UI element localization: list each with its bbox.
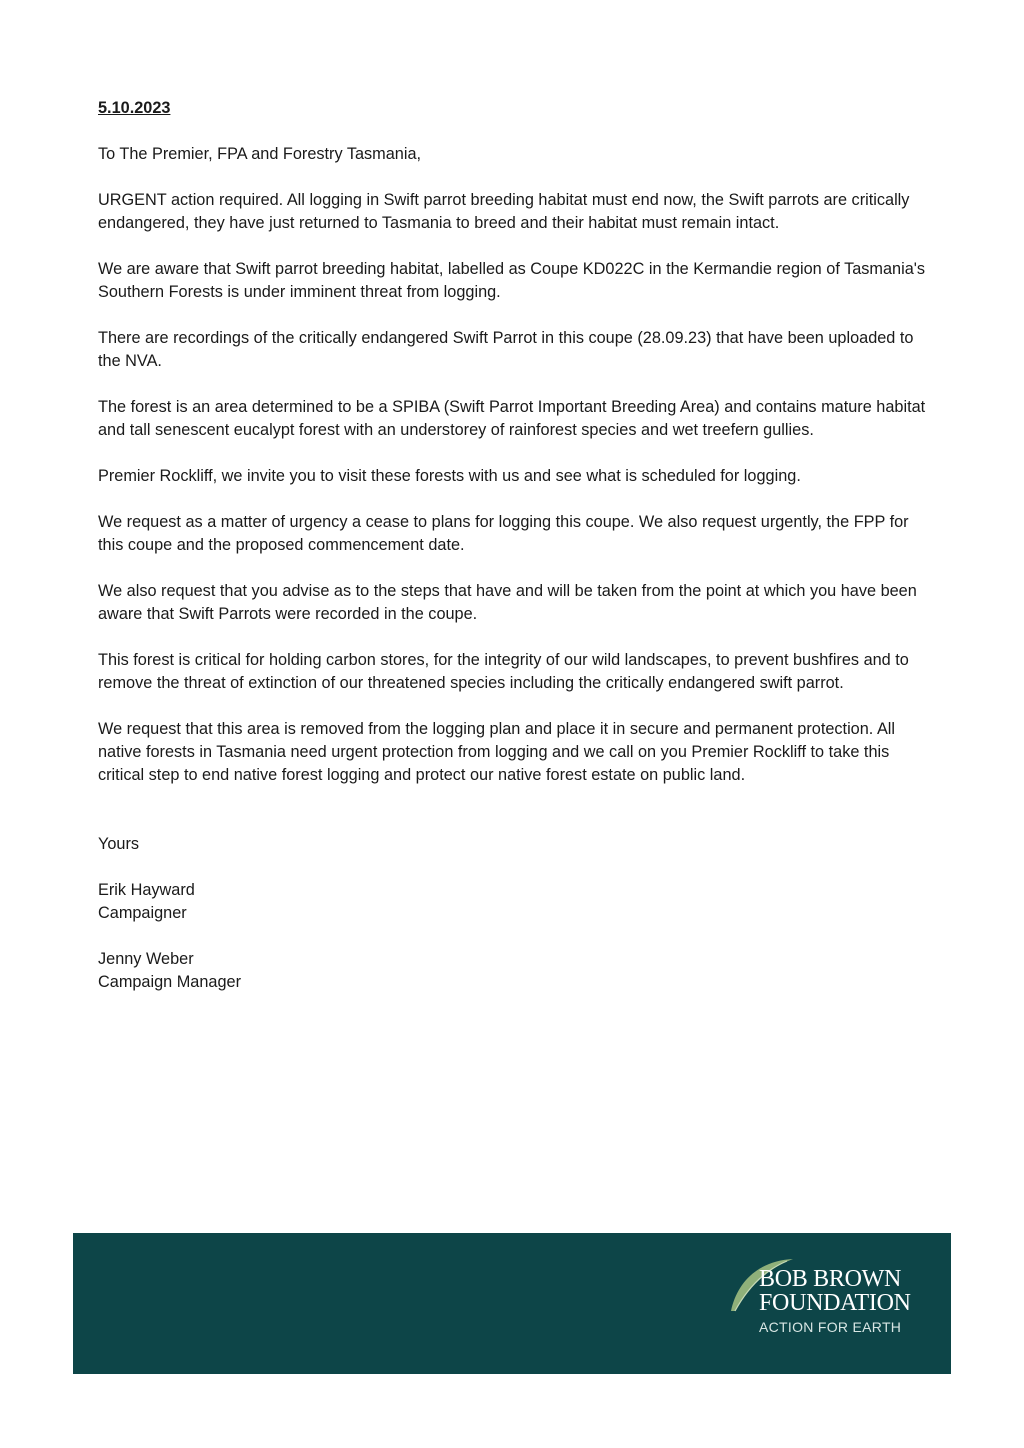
logo-line1: BOB BROWN — [759, 1266, 901, 1292]
letter-salutation: To The Premier, FPA and Forestry Tasmania, — [98, 145, 422, 163]
signatory-name: Erik Hayward — [98, 881, 195, 899]
signature-block — [98, 948, 928, 994]
foundation-logo — [727, 1253, 927, 1353]
letter-closing: Yours — [98, 835, 140, 853]
signatory-name: Jenny Weber — [98, 950, 194, 968]
letter-paragraph: We also request that you advise as to the steps that have and will be taken from the point at which you have been aware that Swift Parrots were recorded in the coupe. — [98, 582, 917, 623]
letter-paragraph: The forest is an area determined to be a SPIBA (Swift Parrot Important Breeding Area) and contains mature habitat and tall senescent eucalypt forest with an understorey of rainforest species and wet treefern gullies. — [98, 398, 926, 439]
letter-paragraph: We request that this area is removed from the logging plan and place it in secure and permanent protection. All native forests in Tasmania need urgent protection from logging and we call on you Premier Rockliff to take this critical step to end native forest logging and protect our native forest estate on public land. — [98, 720, 896, 784]
letter-paragraph: This forest is critical for holding carbon stores, for the integrity of our wild landscapes, to prevent bushfires and to remove the threat of extinction of our threatened species including the critically endangered swift parrot. — [98, 651, 909, 692]
signatory-title: Campaigner — [98, 904, 187, 922]
footer-band — [73, 1233, 951, 1374]
letter-paragraph: We are aware that Swift parrot breeding habitat, labelled as Coupe KD022C in the Kermandie region of Tasmania's Southern Forests is under imminent threat from logging. — [98, 260, 925, 301]
letter-paragraph: We request as a matter of urgency a cease to plans for logging this coupe. We also request urgently, the FPP for this coupe and the proposed commencement date. — [98, 513, 909, 554]
logo-tagline: ACTION FOR EARTH — [759, 1319, 902, 1335]
letter-paragraph: Premier Rockliff, we invite you to visit these forests with us and see what is scheduled for logging. — [98, 467, 801, 485]
logo-wordmark — [759, 1267, 911, 1315]
logo-line2: FOUNDATION — [759, 1290, 911, 1316]
letter-paragraph: There are recordings of the critically endangered Swift Parrot in this coupe (28.09.23) that have been uploaded to the NVA. — [98, 329, 914, 370]
letter-paragraph: URGENT action required. All logging in Swift parrot breeding habitat must end now, the Swift parrots are critically endangered, they have just returned to Tasmania to breed and their habitat must remain intact. — [98, 191, 910, 232]
letter-body — [98, 97, 928, 1017]
letter-date: 5.10.2023 — [98, 99, 171, 117]
signatory-title: Campaign Manager — [98, 973, 241, 991]
signature-block — [98, 879, 928, 925]
